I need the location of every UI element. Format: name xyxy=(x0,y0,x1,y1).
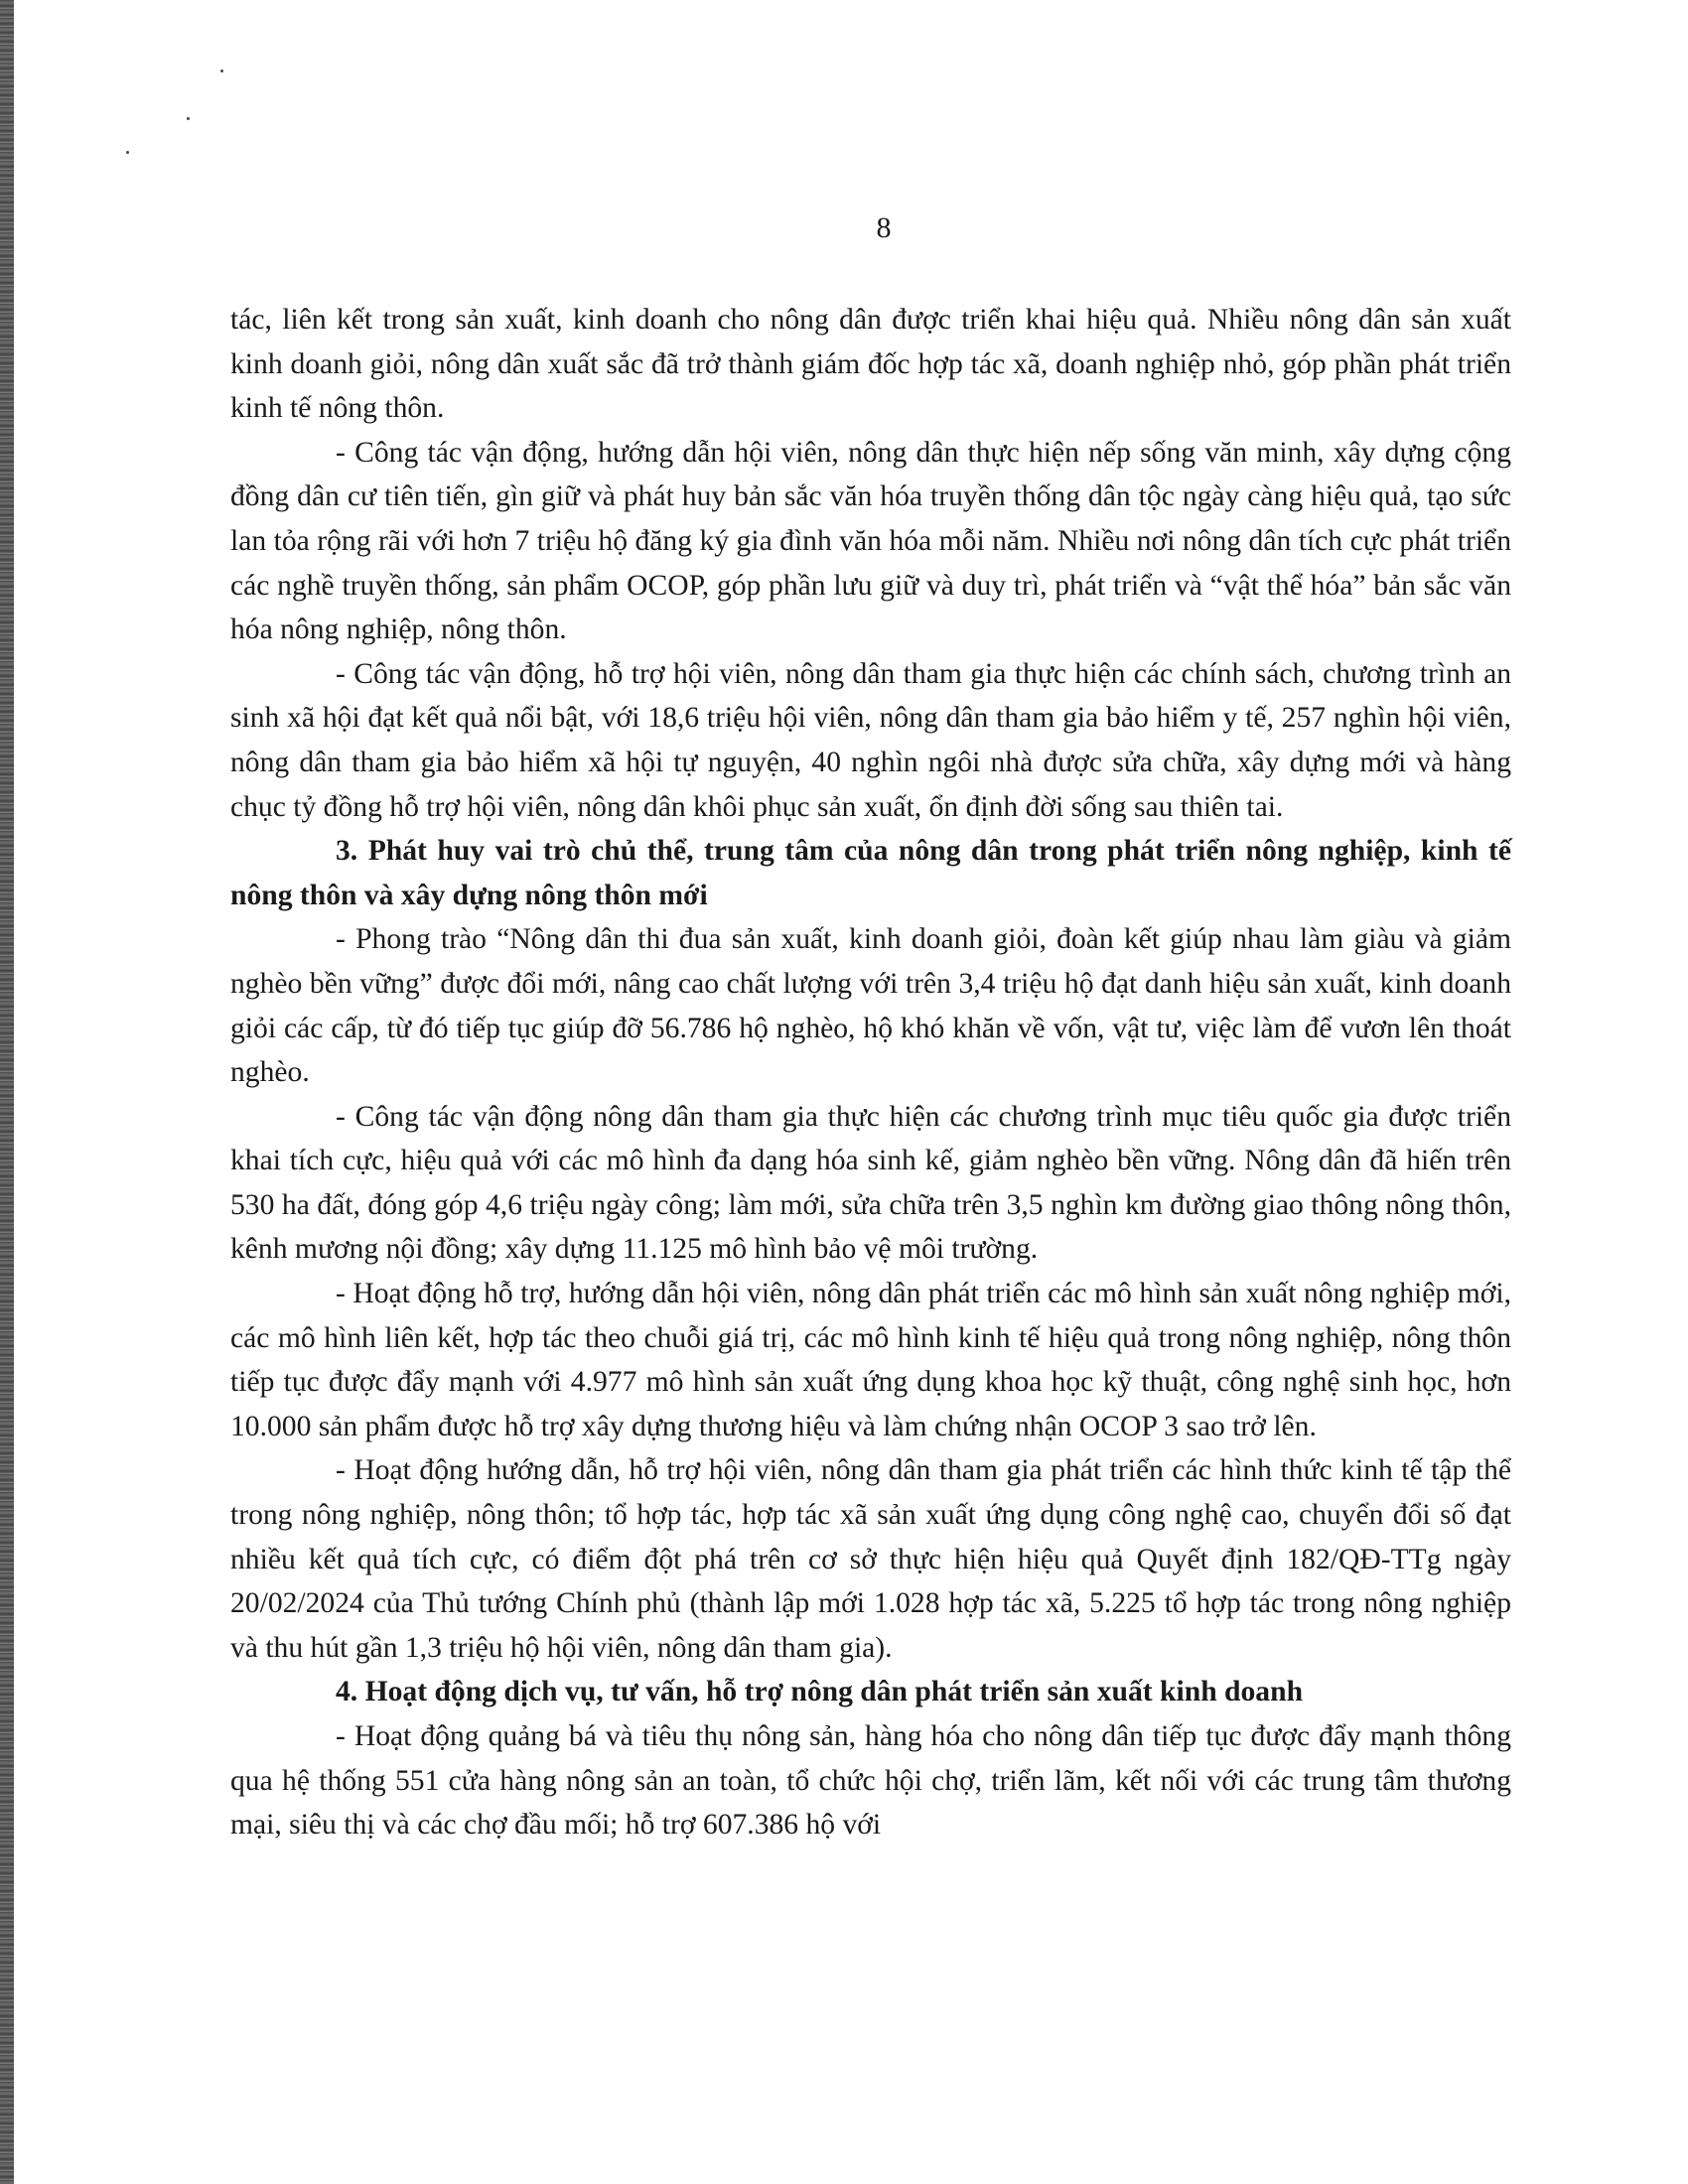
paragraph-production-models: - Hoạt động hỗ trợ, hướng dẫn hội viên, nông dân phát triển các mô hình sản xuất nông nghiệp mới, các mô hình liên kết, hợp tác theo chuỗi giá trị, các mô hình kinh tế hiệu quả trong nông nghiệp, nông thôn tiếp tục được đẩy mạnh với 4.977 mô hình sản xuất ứng dụng khoa học kỹ thuật, công nghệ sinh học, hơn 10.000 sản phẩm được hỗ trợ xây dựng thương hiệu và làm chứng nhận OCOP 3 sao trở lên. xyxy=(230,1278,1511,1442)
paragraph-cultural-lifestyle: - Công tác vận động, hướng dẫn hội viên, nông dân thực hiện nếp sống văn minh, xây dựng cộng đồng dân cư tiên tiến, gìn giữ và phát huy bản sắc văn hóa truyền thống dân tộc ngày càng hiệu quả, tạo sức lan tỏa rộng rãi với hơn 7 triệu hộ đăng ký gia đình văn hóa mỗi năm. Nhiều nơi nông dân tích cực phát triển các nghề truyền thống, sản phẩm OCOP, góp phần lưu giữ và duy trì, phát triển và “vật thể hóa” bản sắc văn hóa nông nghiệp, nông thôn. xyxy=(230,436,1511,646)
paragraph-product-promotion: - Hoạt động quảng bá và tiêu thụ nông sản, hàng hóa cho nông dân tiếp tục được đẩy mạnh thông qua hệ thống 551 cửa hàng nông sản an toàn, tổ chức hội chợ, triển lãm, kết nối với các trung tâm thương mại, siêu thị và các chợ đầu mối; hỗ trợ 607.386 hộ với xyxy=(230,1720,1511,1842)
section-heading-3: 3. Phát huy vai trò chủ thể, trung tâm của nông dân trong phát triển nông nghiệp, kinh tế nông thôn và xây dựng nông thôn mới xyxy=(230,835,1511,911)
scan-speck xyxy=(220,69,223,72)
scan-speck xyxy=(187,117,190,120)
paragraph-national-programs: - Công tác vận động nông dân tham gia thực hiện các chương trình mục tiêu quốc gia được triển khai tích cực, hiệu quả với các mô hình đa dạng hóa sinh kế, giảm nghèo bền vững. Nông dân đã hiến trên 530 ha đất, đóng góp 4,6 triệu ngày công; làm mới, sửa chữa trên 3,5 nghìn km đường giao thông nông thôn, kênh mương nội đồng; xây dựng 11.125 mô hình bảo vệ môi trường. xyxy=(230,1100,1511,1266)
paragraph-continuation: tác, liên kết trong sản xuất, kinh doanh cho nông dân được triển khai hiệu quả. Nhiều nông dân sản xuất kinh doanh giỏi, nông dân xuất sắc đã trở thành giám đốc hợp tác xã, doanh nghiệp nhỏ, góp phần phát triển kinh tế nông thôn. xyxy=(230,304,1511,425)
document-body xyxy=(230,298,1511,1847)
page-number: 8 xyxy=(876,211,892,244)
section-heading-4: 4. Hoạt động dịch vụ, tư vấn, hỗ trợ nông dân phát triển sản xuất kinh doanh xyxy=(336,1676,1304,1708)
paragraph-emulation-movement: - Phong trào “Nông dân thi đua sản xuất, kinh doanh giỏi, đoàn kết giúp nhau làm giàu và giảm nghèo bền vững” được đổi mới, nâng cao chất lượng với trên 3,4 triệu hộ đạt danh hiệu sản xuất, kinh doanh giỏi các cấp, từ đó tiếp tục giúp đỡ 56.786 hộ nghèo, hộ khó khăn về vốn, vật tư, việc làm để vươn lên thoát nghèo. xyxy=(230,923,1511,1089)
scan-speck xyxy=(126,151,129,154)
paragraph-collective-economy: - Hoạt động hướng dẫn, hỗ trợ hội viên, nông dân tham gia phát triển các hình thức kinh tế tập thể trong nông nghiệp, nông thôn; tổ hợp tác, hợp tác xã sản xuất ứng dụng công nghệ cao, chuyển đổi số đạt nhiều kết quả tích cực, có điểm đột phá trên cơ sở thực hiện hiệu quả Quyết định 182/QĐ-TTg ngày 20/02/2024 của Thủ tướng Chính phủ (thành lập mới 1.028 hợp tác xã, 5.225 tổ hợp tác trong nông nghiệp và thu hút gần 1,3 triệu hộ hội viên, nông dân tham gia). xyxy=(230,1454,1511,1664)
scan-edge xyxy=(0,0,14,2184)
paragraph-social-security: - Công tác vận động, hỗ trợ hội viên, nông dân tham gia thực hiện các chính sách, chương trình an sinh xã hội đạt kết quả nổi bật, với 18,6 triệu hội viên, nông dân tham gia bảo hiểm y tế, 257 nghìn hội viên, nông dân tham gia bảo hiểm xã hội tự nguyện, 40 nghìn ngôi nhà được sửa chữa, xây dựng mới và hàng chục tỷ đồng hỗ trợ hội viên, nông dân khôi phục sản xuất, ổn định đời sống sau thiên tai. xyxy=(230,657,1511,823)
